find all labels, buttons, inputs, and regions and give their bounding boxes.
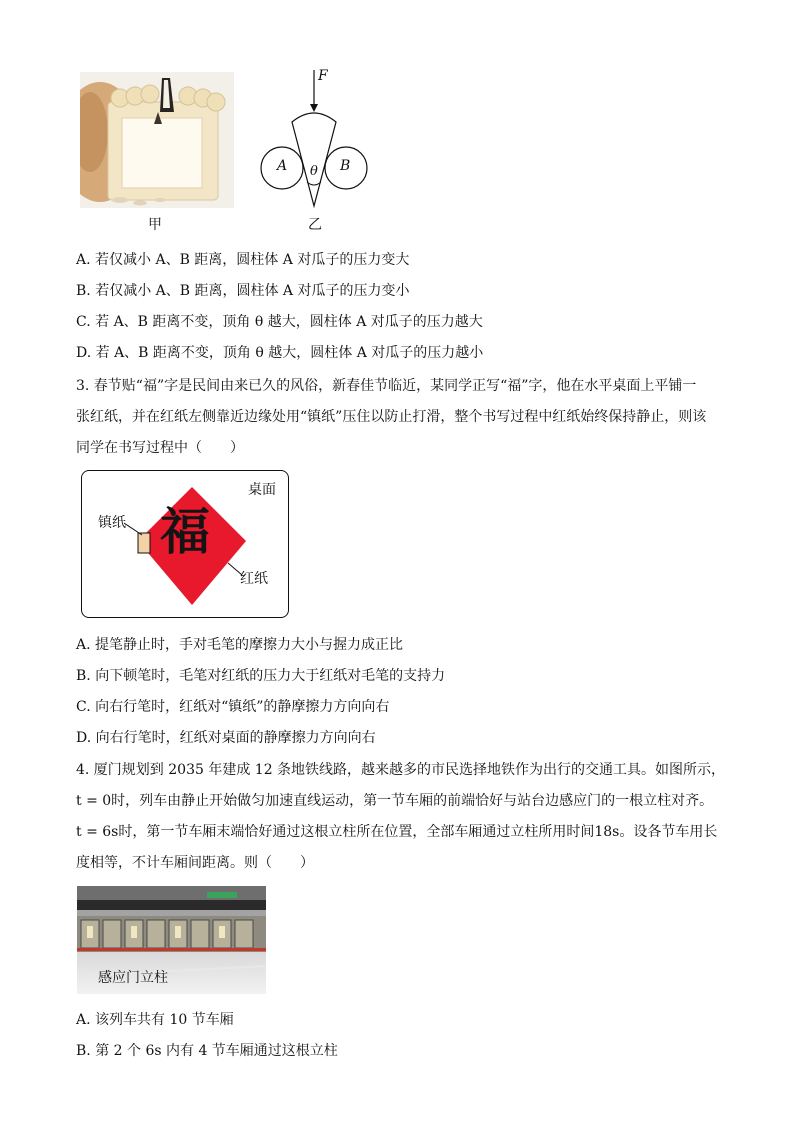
figure-label-yi: 乙 — [308, 217, 322, 233]
force-label: F — [318, 68, 328, 84]
paper-weight — [138, 533, 150, 553]
cylinder-a-label: A — [277, 158, 288, 174]
q4-option-b: B. 第 2 个 6s 内有 4 节车厢通过这根立柱 — [76, 1043, 338, 1059]
q4-stem-line-3: t = 6s时，第一节车厢末端恰好通过这根立柱所在位置，全部车厢通过立柱所用时间18s。设各节车用长 — [76, 824, 718, 840]
q3-option-c: C. 向右行笔时，红纸对“镇纸”的静摩擦力方向向右 — [76, 699, 390, 715]
angle-theta-label: θ — [310, 164, 318, 179]
cylinder-b-label: B — [340, 158, 351, 174]
q2-option-d: D. 若 A、B 距离不变，顶角 θ 越大，圆柱体 A 对瓜子的压力越小 — [76, 345, 484, 361]
red-paper-label: 红纸 — [240, 571, 268, 587]
desk-label: 桌面 — [248, 482, 276, 498]
force-arrow-head — [310, 104, 318, 112]
q3-option-b: B. 向下顿笔时，毛笔对红纸的压力大于红纸对毛笔的支持力 — [76, 668, 446, 684]
q3-stem-line-2: 张红纸，并在红纸左侧靠近边缘处用“镇纸”压住以防止打滑，整个书写过程中红纸始终保持静止，则该 — [76, 409, 707, 425]
q3-option-a: A. 提笔静止时，手对毛笔的摩擦力大小与握力成正比 — [76, 637, 404, 653]
q3-stem-line-3: 同学在书写过程中（ ） — [76, 440, 244, 456]
wedge-shape — [292, 113, 336, 206]
q4-stem-line-2: t = 0时，列车由静止开始做匀加速直线运动，第一节车厢的前端恰好与站台边感应门的一根立柱对齐。 — [76, 793, 714, 809]
q4-stem-line-1: 4. 厦门规划到 2035 年建成 12 条地铁线路，越来越多的市民选择地铁作为出行的交通工具。如图所示， — [76, 762, 726, 778]
q2-option-c: C. 若 A、B 距离不变，顶角 θ 越大，圆柱体 A 对瓜子的压力越大 — [76, 314, 483, 330]
figure-label-jia: 甲 — [148, 217, 162, 233]
sensor-door-pillar-label: 感应门立柱 — [98, 970, 168, 986]
q3-option-d: D. 向右行笔时，红纸对桌面的静摩擦力方向向右 — [76, 730, 376, 746]
q2-option-b: B. 若仅减小 A、B 距离，圆柱体 A 对瓜子的压力变小 — [76, 283, 410, 299]
q4-option-a: A. 该列车共有 10 节车厢 — [76, 1012, 234, 1028]
seed-cracker-illustration — [80, 72, 234, 208]
q3-stem-line-1: 3. 春节贴“福”字是民间由来已久的风俗，新春佳节临近，某同学正写“福”字，他在水平桌面上平铺一 — [76, 378, 697, 394]
fu-character: 福 — [160, 502, 210, 561]
paper-weight-label: 镇纸 — [98, 515, 126, 531]
wedge-diagram — [258, 68, 374, 214]
weight-leader-line — [124, 523, 142, 535]
q4-stem-line-4: 度相等，不计车厢间距离。则（ ） — [76, 855, 314, 871]
q2-option-a: A. 若仅减小 A、B 距离，圆柱体 A 对瓜子的压力变大 — [76, 252, 410, 268]
photo-seed-cracker — [80, 72, 234, 208]
